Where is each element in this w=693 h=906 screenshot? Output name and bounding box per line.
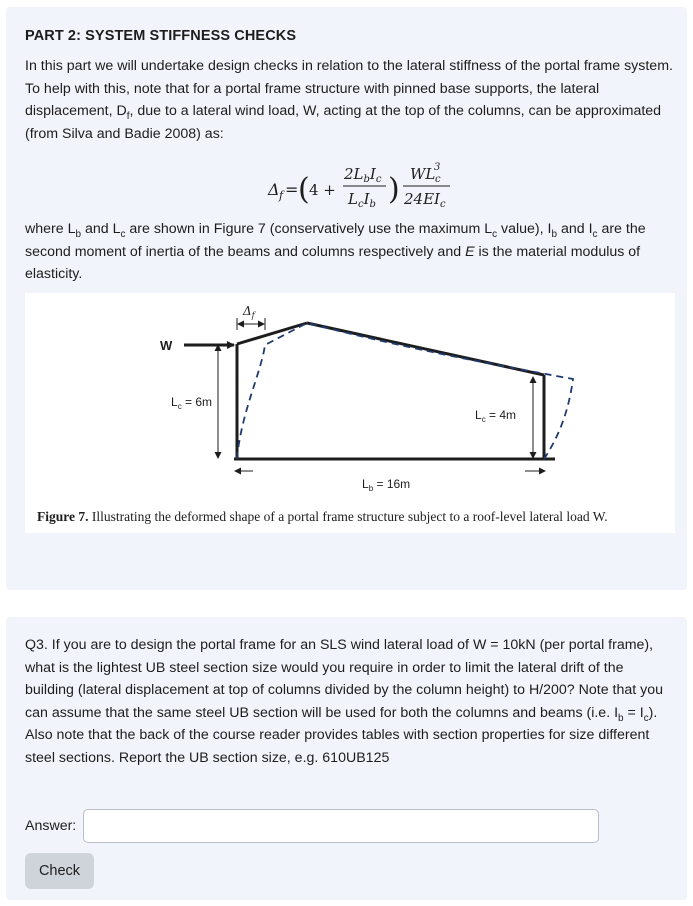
caption-number: Figure 7.	[37, 509, 89, 524]
section-heading: PART 2: SYSTEM STIFFNESS CHECKS	[25, 28, 297, 44]
formula-paren-close: )	[388, 172, 400, 207]
where-text-5: and I	[557, 221, 593, 237]
where-sub-b2: b	[551, 228, 558, 240]
formula-delta-sub: f	[279, 189, 284, 202]
where-text-1: where L	[25, 221, 76, 237]
where-sub-b: b	[75, 228, 82, 240]
intro-text-1: In this part we will undertake design checks in relation to the lateral stiffness of the portal frame system. To help with this, note that for a portal frame structure with pinned base supports, the lateral displacement, D	[25, 58, 673, 119]
question-text-1: Q3. If you are to design the portal frame for an SLS wind lateral load of W = 10kN (per portal frame), what is the lightest UB steel section size would you require in order to limit the lateral drift of the building (lateral displacement at top of columns divided by the column height) to H/200? Note that you can assume that the same steel UB section will be used for both the columns and beams (i.e. I	[25, 637, 664, 721]
displacement-formula	[254, 155, 454, 213]
question-text-3: ). Also note that the back of the course reader provides tables with section properties for size different steel sections. Report the UB section size, e.g. 610UB125	[25, 704, 658, 766]
portal-frame-diagram	[25, 293, 675, 493]
figure-caption	[37, 509, 608, 525]
where-italic-e: E	[465, 243, 475, 260]
formula-den2: $24EI_c$	[404, 190, 446, 210]
answer-input[interactable]	[83, 809, 599, 843]
question-text	[25, 634, 673, 769]
where-text-4: value), I	[497, 221, 552, 237]
lb-label: $L_b = 16m$	[362, 477, 411, 493]
intro-sub-f: f	[126, 110, 130, 122]
where-text-3: are shown in Figure 7 (conservatively use the maximum L	[125, 221, 493, 237]
caption-text: Illustrating the deformed shape of a portal frame structure subject to a roof-level lateral load W.	[88, 509, 608, 524]
question-card	[6, 617, 687, 900]
right-rafter	[307, 323, 544, 375]
answer-label: Answer:	[25, 818, 77, 834]
figure-7	[25, 293, 675, 533]
part2-card	[6, 7, 687, 590]
question-text-2: = I	[623, 704, 644, 721]
where-paragraph	[25, 218, 673, 286]
formula-num2-sup: 3	[434, 162, 441, 173]
check-button[interactable]: Check	[25, 853, 94, 889]
where-sub-c3: c	[592, 228, 598, 240]
formula-four-plus: 4 +	[309, 181, 336, 199]
lc-left-label: $L_c = 6m$	[171, 395, 213, 411]
formula-den1: $L_cI_b$	[348, 190, 376, 210]
formula-delta: Δ	[268, 180, 280, 199]
formula-num2: WL	[410, 165, 436, 183]
formula-paren-open: (	[298, 172, 310, 207]
intro-paragraph	[25, 55, 673, 145]
intro-text-2: , due to a lateral wind load, W, acting at the top of the columns, can be approximated (from Silva and Badie 2008) as:	[25, 103, 662, 142]
where-text-7: is the material modulus of elasticity.	[25, 243, 641, 282]
lc-right-label: $L_c = 4m$	[475, 408, 517, 424]
question-sub-b: b	[618, 712, 624, 724]
where-text-6: are the second moment of inertia of the beams and columns respectively and	[25, 221, 646, 260]
load-label: W	[160, 338, 173, 353]
formula-num2-sub: c	[435, 174, 441, 185]
delta-label: $\Delta_f$	[243, 304, 255, 320]
where-text-2: and L	[81, 221, 121, 237]
formula-equals: =	[285, 180, 299, 199]
formula-num1: $2L_bI_c$	[344, 165, 382, 185]
where-sub-c2: c	[492, 228, 498, 240]
where-sub-c: c	[120, 228, 126, 240]
question-sub-c: c	[643, 712, 649, 724]
